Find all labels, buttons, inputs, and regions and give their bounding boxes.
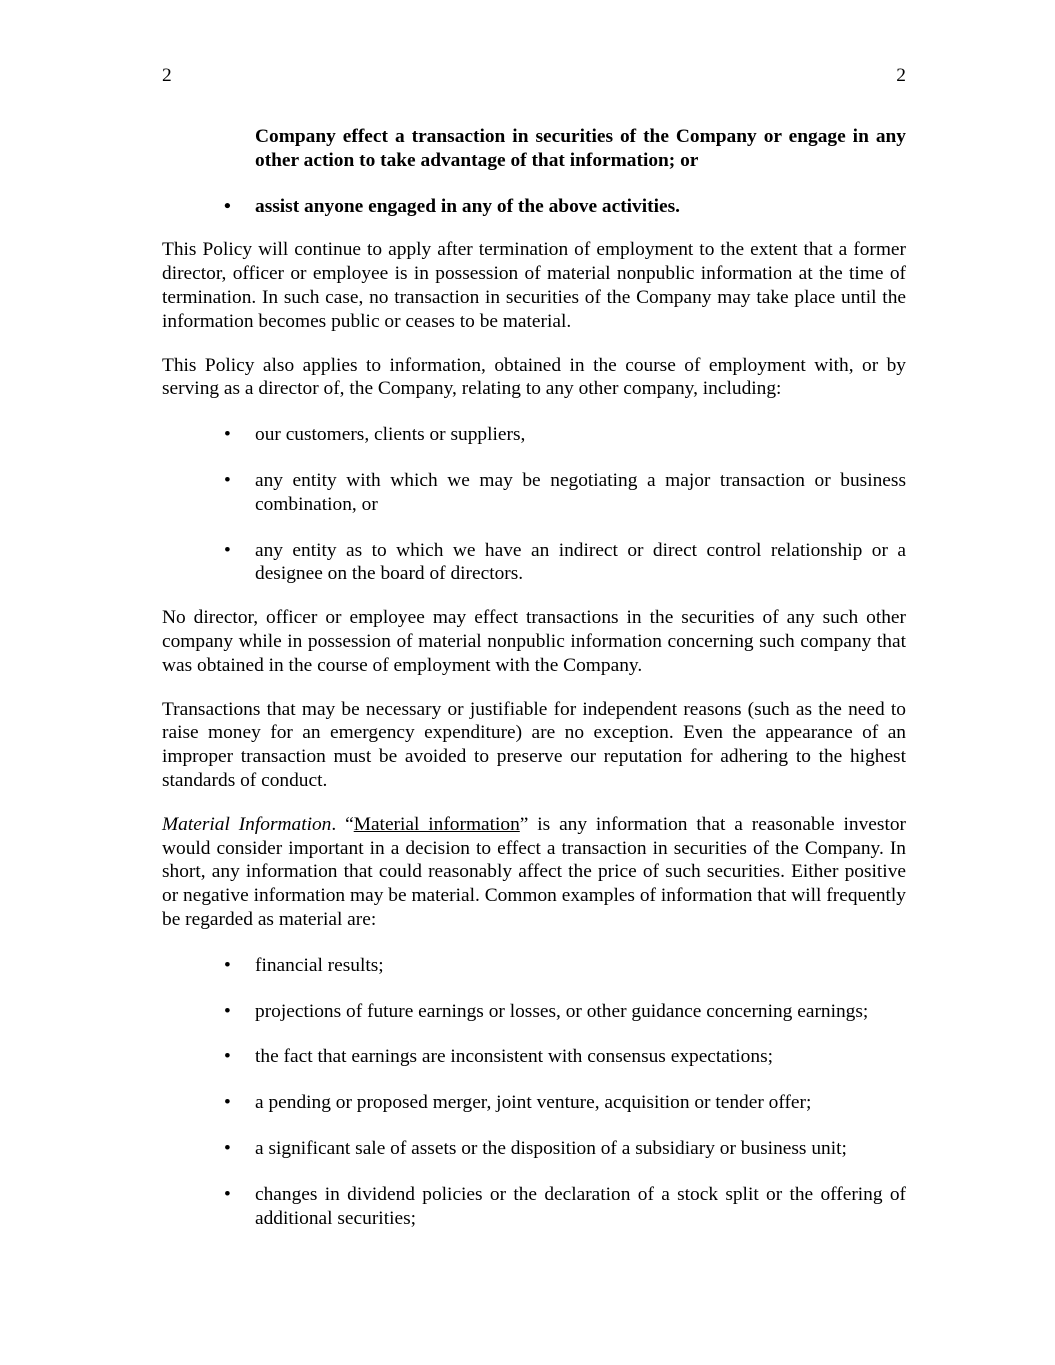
list-item <box>162 1000 906 1024</box>
bullet-assist <box>162 195 906 219</box>
material-term: Material information <box>353 813 520 835</box>
bullet-icon: • <box>224 954 231 976</box>
bullet-text: our customers, clients or suppliers, <box>255 424 526 446</box>
bullet-text: a significant sale of assets or the disposition of a subsidiary or business unit; <box>255 1137 847 1159</box>
list-item <box>162 1137 906 1161</box>
continuation-bullet-text: Company effect a transaction in securities of the Company or engage in any other action to take advantage of that information; or <box>255 126 906 171</box>
bullet-icon: • <box>224 1137 231 1159</box>
bullet-icon: • <box>224 1046 231 1068</box>
bullet-icon: • <box>224 539 231 561</box>
bullet-icon: • <box>224 1183 231 1205</box>
bullet-icon: • <box>224 469 231 491</box>
bullet-text: assist anyone engaged in any of the above activities. <box>255 195 680 217</box>
bullet-text: a pending or proposed merger, joint venture, acquisition or tender offer; <box>255 1092 812 1114</box>
bullet-text: any entity as to which we have an indirect or direct control relationship or a designee on the board of directors. <box>255 539 906 585</box>
paragraph-transactions: Transactions that may be necessary or justifiable for independent reasons (such as the need to raise money for an emergency expenditure) are no exception. Even the appearance of an improper transaction must be avoided to preserve our reputation for adhering to the highest standards of conduct. <box>162 698 906 791</box>
list-item <box>162 1091 906 1115</box>
page-number-right: 2 <box>896 65 906 86</box>
bullet-text: the fact that earnings are inconsistent with consensus expectations; <box>255 1046 774 1068</box>
bullet-icon: • <box>224 195 231 217</box>
bullet-text: changes in dividend policies or the declaration of a stock split or the offering of additional securities; <box>255 1183 906 1229</box>
list-item <box>162 469 906 517</box>
paragraph-no-director: No director, officer or employee may effect transactions in the securities of any such other company while in possession of material nonpublic information concerning such company that was obtained in the course of employment with the Company. <box>162 607 906 676</box>
list-item <box>162 1045 906 1069</box>
bullet-text: projections of future earnings or losses, or other guidance concerning earnings; <box>255 1000 869 1022</box>
list-item <box>162 1183 906 1231</box>
bullet-text: any entity with which we may be negotiating a major transaction or business combination, or <box>255 469 906 515</box>
list-item <box>162 539 906 587</box>
page-number-left: 2 <box>162 65 172 86</box>
list-item <box>162 423 906 447</box>
paragraph-material-information <box>162 813 906 932</box>
bullet-text: financial results; <box>255 954 384 976</box>
material-heading-punct: . “ <box>331 813 354 835</box>
bullet-icon: • <box>224 1000 231 1022</box>
bullet-icon: • <box>224 424 231 446</box>
material-definition: ” is any information that a reasonable investor would consider important in a decision to effect a transaction in securities of the Company. In short, any information that could reasonably affect the price of such securities. Either positive or negative information may be material. Common examples of information that will frequently be regarded as material are: <box>162 813 906 930</box>
paragraph-termination: This Policy will continue to apply after termination of employment to the extent that a former director, officer or employee is in possession of material nonpublic information at the time of termination. In such case, no transaction in securities of the Company may take place until the information becomes public or ceases to be material. <box>162 239 906 332</box>
paragraph-other-company: This Policy also applies to information, obtained in the course of employment with, or by serving as a director of, the Company, relating to any other company, including: <box>162 354 906 400</box>
material-heading: Material Information <box>162 813 332 835</box>
list-item <box>162 954 906 978</box>
bullet-icon: • <box>224 1092 231 1114</box>
document-body <box>162 125 906 1252</box>
